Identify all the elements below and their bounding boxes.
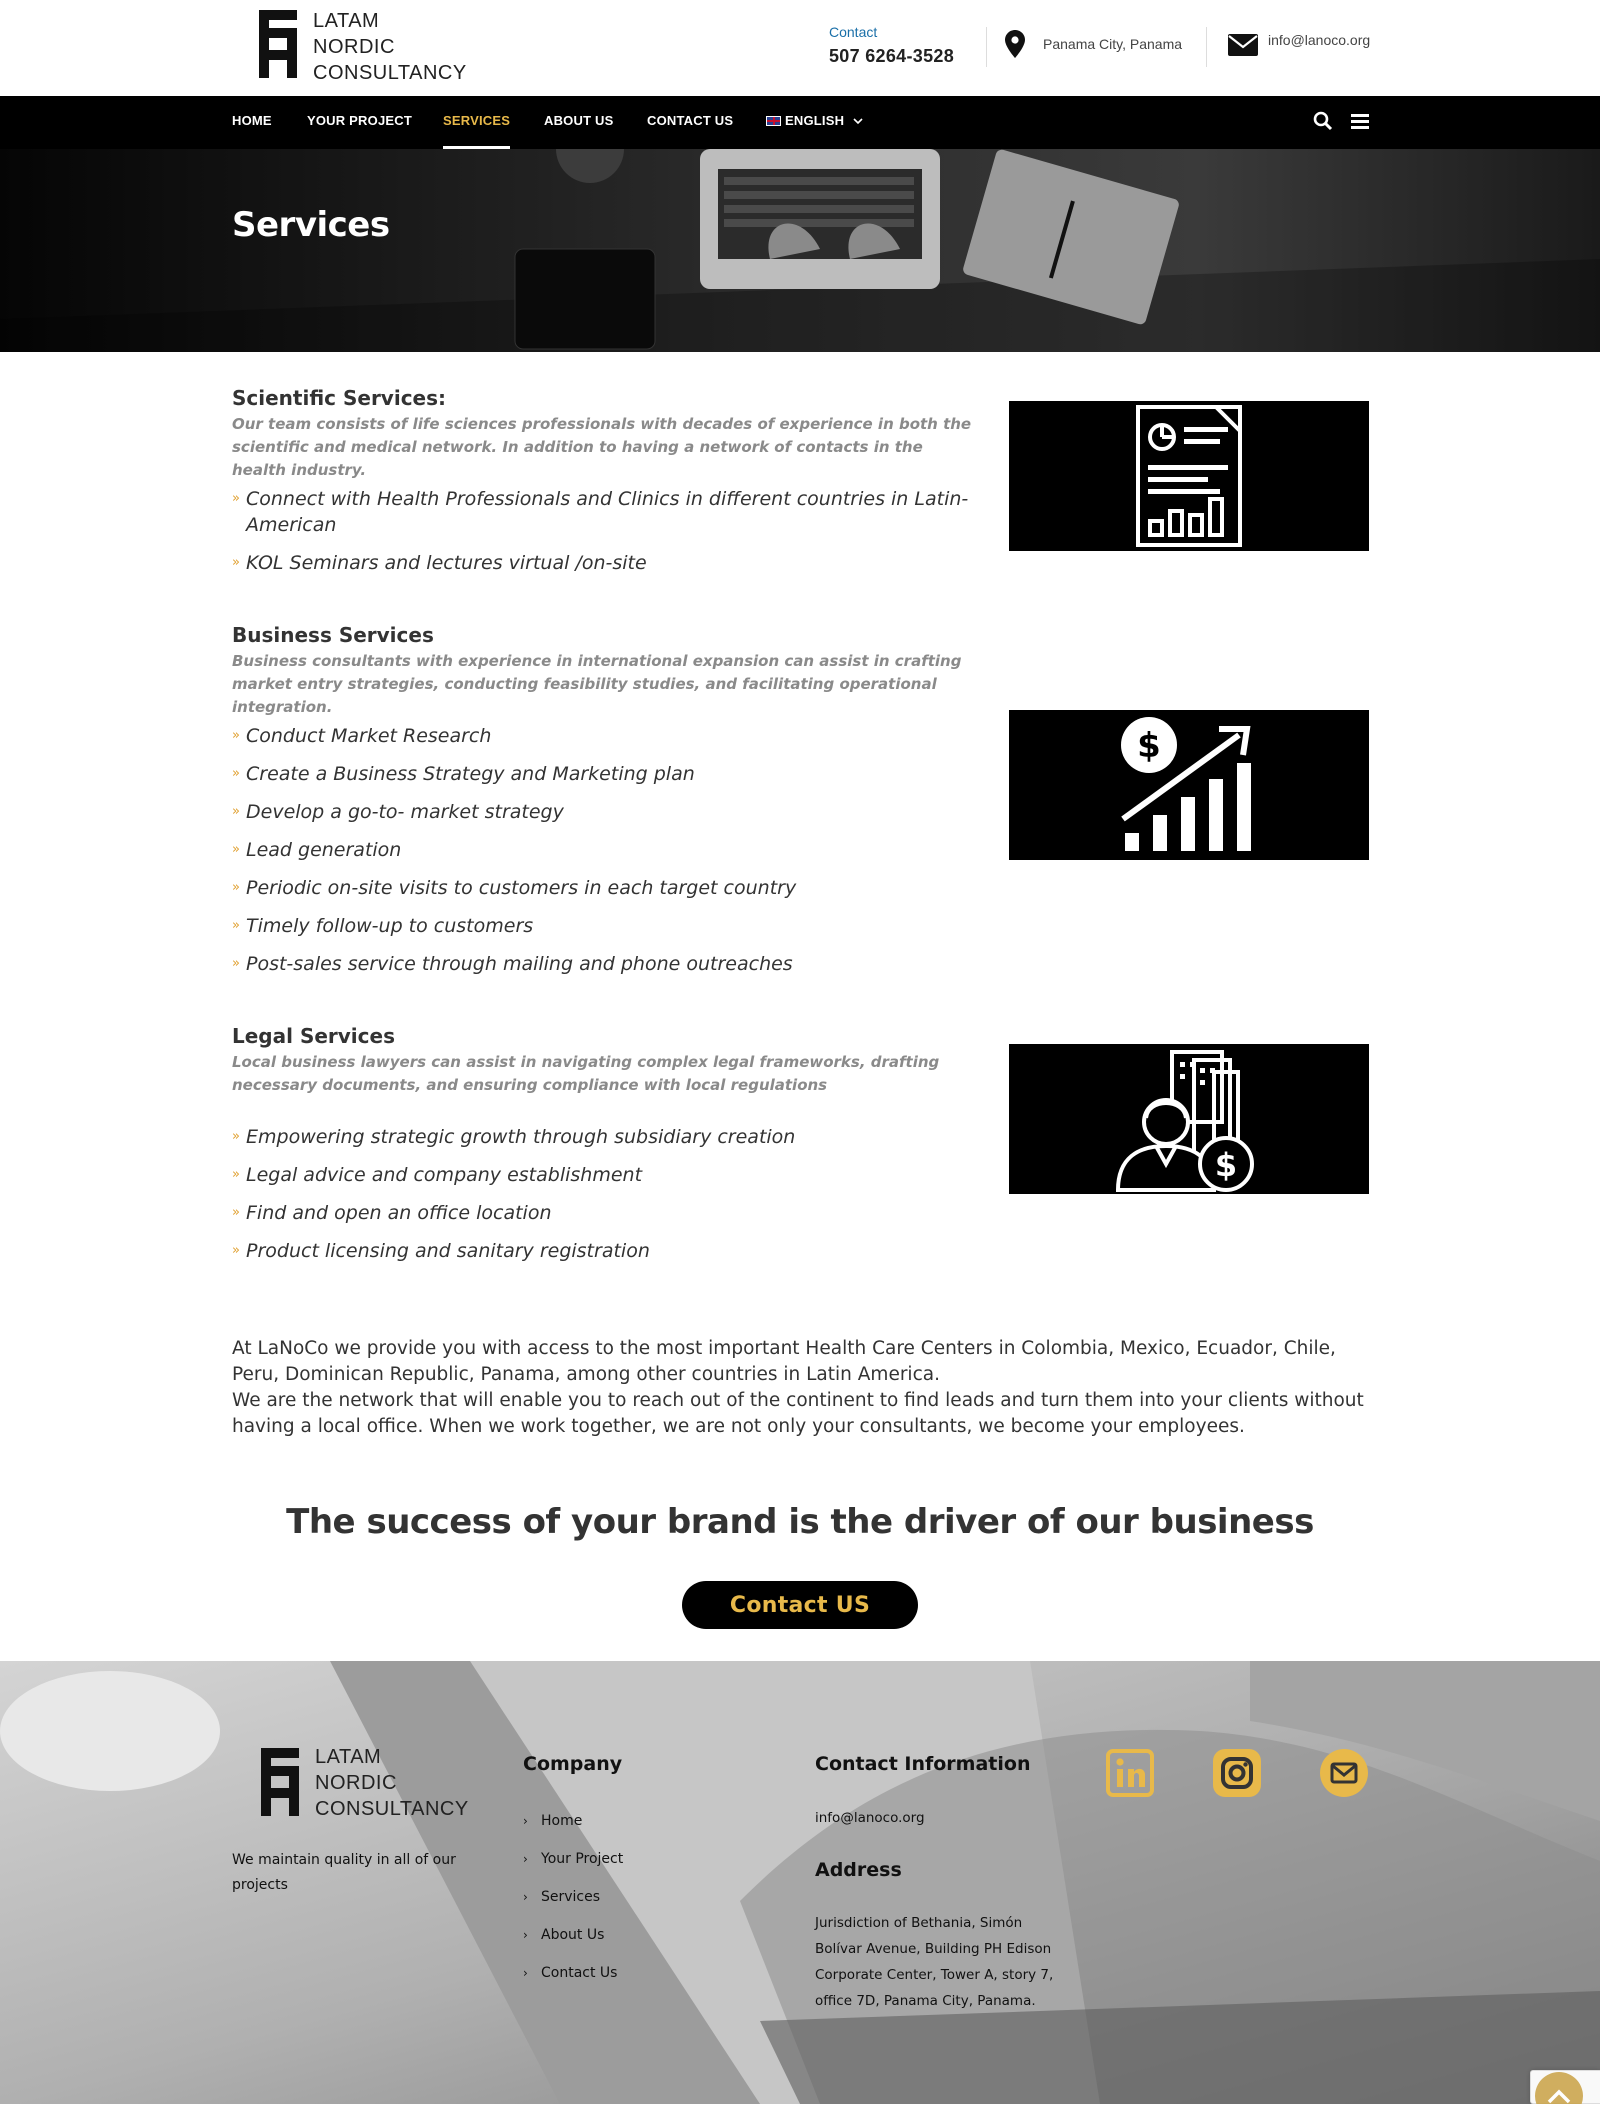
nav-about-us[interactable]: ABOUT US [544, 113, 614, 128]
slogan-heading: The success of your brand is the driver of our business [286, 1502, 1314, 1542]
list-item-text: Create a Business Strategy and Marketing plan [246, 763, 695, 785]
svg-text:$: $ [1214, 1146, 1238, 1184]
legal-services-list [232, 1124, 972, 1276]
footer-contact-email[interactable]: info@lanoco.org [815, 1810, 925, 1826]
logo-line: NORDIC [315, 1772, 397, 1794]
page-title: Services [232, 205, 390, 245]
section-title-business: Business Services [232, 623, 434, 647]
double-chevron-icon: » [232, 555, 240, 570]
footer-address: Jurisdiction of Bethania, Simón Bolívar Avenue, Building PH Edison Corporate Center, Tower A, story 7, office 7D, Panama City, Panama. [815, 1915, 1054, 2009]
logo-text [313, 8, 467, 86]
list-item-text: Post-sales service through mailing and phone outreaches [246, 953, 793, 975]
list-item [232, 486, 972, 538]
search-icon[interactable] [1313, 111, 1333, 135]
footer-link-label[interactable]: Services [541, 1889, 601, 1905]
double-chevron-icon: » [232, 491, 240, 506]
location-text: Panama City, Panama [1043, 36, 1183, 52]
main-nav [0, 96, 1600, 149]
list-item [232, 799, 972, 825]
logo-line: LATAM [313, 10, 380, 32]
linkedin-icon[interactable] [1106, 1749, 1154, 1797]
double-chevron-icon: » [232, 918, 240, 933]
intro-line-1: At LaNoCo we provide you with access to the most important Health Care Centers in Colombia, Mexico, Ecuador, Chile, Peru, Dominican Republic, Panama, among other countries in Latin America. [232, 1338, 1336, 1385]
logo-text [315, 1744, 469, 1822]
site-footer [0, 1661, 1600, 2104]
double-chevron-icon: » [232, 804, 240, 819]
list-item [232, 761, 972, 787]
footer-contact-heading: Contact Information [815, 1753, 1031, 1775]
chevron-right-icon: › [523, 1814, 528, 1828]
page-hero [0, 149, 1600, 352]
double-chevron-icon: » [232, 728, 240, 743]
section-subtitle-legal: Local business lawyers can assist in navigating complex legal frameworks, drafting necessary documents, and ensuring compliance with local regulations [232, 1053, 940, 1094]
section-subtitle-scientific: Our team consists of life sciences professionals with decades of experience in both the scientific and medical network. In addition to having a network of contacts in the health industry. [232, 415, 972, 479]
list-item-text: Conduct Market Research [246, 725, 492, 747]
intro-paragraph [232, 1336, 1372, 1440]
contact-label: Contact [829, 24, 878, 40]
footer-logo[interactable] [259, 1748, 469, 1822]
footer-link-label[interactable]: Home [541, 1813, 583, 1829]
list-item [232, 723, 972, 749]
chevron-up-icon [1547, 2088, 1571, 2104]
report-document-icon [1134, 403, 1244, 549]
svg-text:$: $ [1137, 726, 1161, 766]
email-icon[interactable] [1320, 1749, 1368, 1797]
double-chevron-icon: » [232, 1205, 240, 1220]
double-chevron-icon: » [232, 956, 240, 971]
footer-link-about-us[interactable] [523, 1924, 623, 1962]
double-chevron-icon: » [232, 880, 240, 895]
nav-your-project[interactable]: YOUR PROJECT [307, 113, 412, 128]
businessman-building-icon [1114, 1046, 1264, 1192]
double-chevron-icon: » [232, 1167, 240, 1182]
nav-contact-us[interactable]: CONTACT US [647, 113, 734, 128]
menu-icon[interactable] [1351, 111, 1369, 135]
intro-line-2: We are the network that will enable you to reach out of the continent to find leads and turn them into your clients without having a local office. When we work together, we are not only your consultants, we become your employees. [232, 1390, 1364, 1437]
list-item [232, 913, 972, 939]
header-divider [986, 27, 987, 67]
footer-link-your-project[interactable] [523, 1848, 623, 1886]
chevron-right-icon: › [523, 1966, 528, 1980]
envelope-icon [1228, 34, 1258, 56]
logo-line: CONSULTANCY [313, 62, 467, 84]
nav-services[interactable]: SERVICES [443, 96, 510, 149]
site-logo[interactable] [257, 10, 467, 86]
footer-link-label[interactable]: Your Project [541, 1851, 624, 1867]
list-item [232, 1124, 972, 1150]
dollar-growth-chart-icon [1119, 715, 1259, 855]
double-chevron-icon: » [232, 766, 240, 781]
footer-link-label[interactable]: About Us [541, 1927, 605, 1943]
list-item-text: Legal advice and company establishment [246, 1164, 643, 1186]
site-header [0, 0, 1600, 96]
scientific-services-image [1009, 401, 1369, 551]
logo-line: CONSULTANCY [315, 1798, 469, 1820]
email-text[interactable]: info@lanoco.org [1268, 32, 1371, 48]
footer-link-services[interactable] [523, 1886, 623, 1924]
list-item-text: Timely follow-up to customers [246, 915, 534, 937]
scientific-services-list [232, 486, 972, 588]
list-item [232, 1162, 972, 1188]
list-item-text: Periodic on-site visits to customers in each target country [246, 877, 797, 899]
business-services-image [1009, 710, 1369, 860]
chevron-down-icon [853, 117, 863, 125]
map-pin-icon [1005, 30, 1025, 58]
section-subtitle-business: Business consultants with experience in international expansion can assist in crafting market entry strategies, conducting feasibility studies, and facilitating operational integration. [232, 652, 962, 716]
contact-us-button[interactable]: Contact US [682, 1581, 918, 1629]
list-item [232, 1238, 972, 1264]
logo-mark-icon [257, 10, 299, 78]
double-chevron-icon: » [232, 1129, 240, 1144]
uk-flag-icon [766, 116, 781, 126]
list-item [232, 951, 972, 977]
header-divider [1206, 27, 1207, 67]
list-item [232, 875, 972, 901]
chevron-right-icon: › [523, 1928, 528, 1942]
language-selector[interactable] [766, 96, 863, 149]
list-item [232, 837, 972, 863]
double-chevron-icon: » [232, 1243, 240, 1258]
logo-mark-icon [259, 1748, 301, 1816]
list-item-text: Lead generation [246, 839, 402, 861]
list-item-text: Empowering strategic growth through subsidiary creation [246, 1126, 796, 1148]
list-item [232, 1200, 972, 1226]
nav-home[interactable]: HOME [232, 113, 272, 128]
list-item-text: Connect with Health Professionals and Clinics in different countries in Latin-American [246, 488, 969, 536]
logo-line: LATAM [315, 1746, 382, 1768]
footer-tagline: We maintain quality in all of our projects [232, 1852, 456, 1893]
logo-line: NORDIC [313, 36, 395, 58]
section-title-legal: Legal Services [232, 1024, 395, 1048]
list-item [232, 550, 972, 576]
header-contact [829, 24, 954, 67]
section-title-scientific: Scientific Services: [232, 386, 447, 410]
list-item-text: KOL Seminars and lectures virtual /on-site [246, 552, 647, 574]
contact-phone[interactable]: 507 6264-3528 [829, 46, 955, 66]
business-services-list [232, 723, 972, 989]
language-label: ENGLISH [785, 113, 845, 128]
double-chevron-icon: » [232, 842, 240, 857]
list-item-text: Product licensing and sanitary registration [246, 1240, 650, 1262]
header-email[interactable] [1228, 34, 1370, 56]
list-item-text: Find and open an office location [246, 1202, 552, 1224]
footer-links [523, 1810, 623, 2000]
hero-background-image [0, 149, 1600, 352]
header-location [1005, 30, 1182, 58]
footer-link-label[interactable]: Contact Us [541, 1965, 618, 1981]
footer-address-heading: Address [815, 1859, 902, 1881]
footer-link-contact-us[interactable] [523, 1962, 623, 2000]
chevron-right-icon: › [523, 1852, 528, 1866]
instagram-icon[interactable] [1213, 1749, 1261, 1797]
legal-services-image [1009, 1044, 1369, 1194]
footer-company-heading: Company [523, 1753, 623, 1775]
chevron-right-icon: › [523, 1890, 528, 1904]
list-item-text: Develop a go-to- market strategy [246, 801, 564, 823]
footer-link-home[interactable] [523, 1810, 623, 1848]
